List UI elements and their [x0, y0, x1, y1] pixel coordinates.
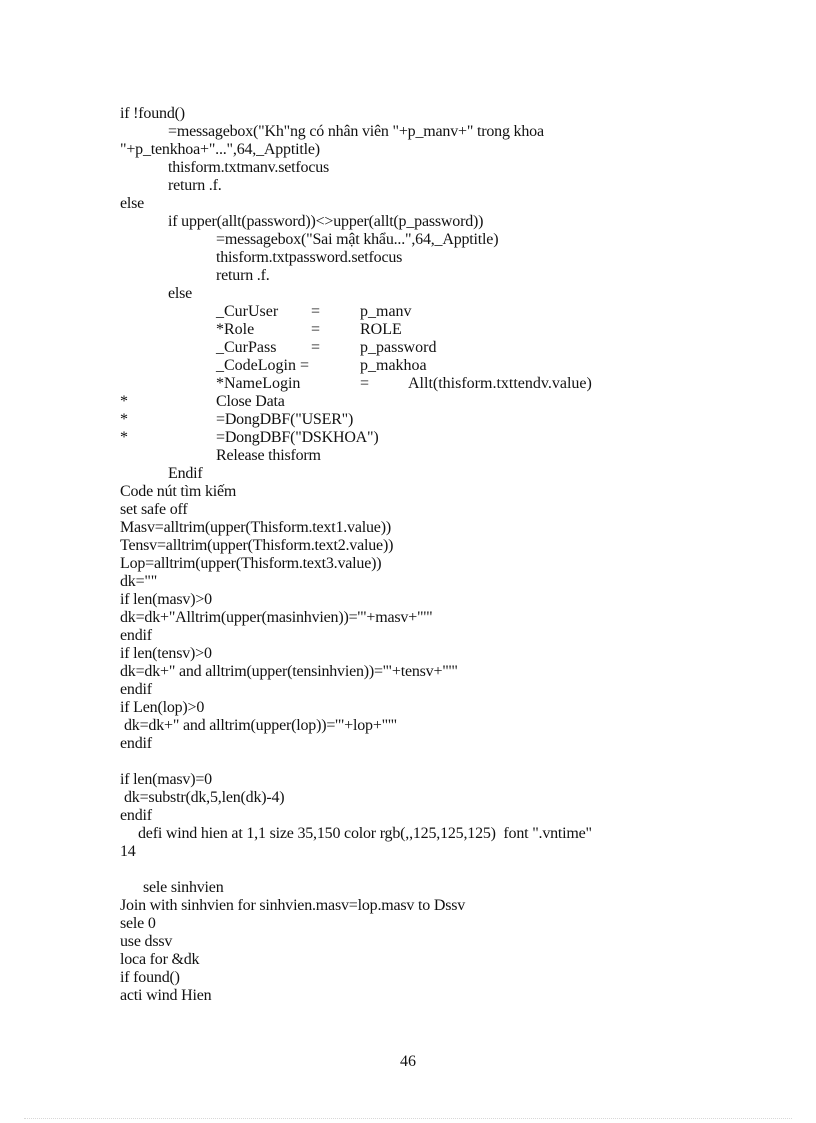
- code-line: thisform.txtpassword.setfocus: [216, 249, 403, 266]
- code-line: dk=substr(dk,5,len(dk)-4): [124, 789, 285, 806]
- code-line: dk=dk+" and alltrim(upper(lop))='"+lop+"'": [124, 717, 397, 734]
- assign-op: =: [311, 303, 321, 320]
- code-line: endif: [120, 627, 152, 644]
- code-line: thisform.txtmanv.setfocus: [168, 159, 330, 176]
- code-line: use dssv: [120, 933, 173, 950]
- assign-var: _CodeLogin =: [216, 357, 310, 374]
- comment-star: *: [120, 411, 128, 428]
- code-line: acti wind Hien: [120, 987, 212, 1004]
- code-line: loca for &dk: [120, 951, 200, 968]
- code-line: defi wind hien at 1,1 size 35,150 color rgb(,,125,125,125) font ".vntime": [138, 825, 592, 842]
- code-line: =messagebox("Sai mật khẩu...",64,_Apptitle): [216, 231, 499, 248]
- code-line: Tensv=alltrim(upper(Thisform.text2.value)): [120, 537, 394, 554]
- code-line: dk=dk+" and alltrim(upper(tensinhvien))='"+tensv+"'": [120, 663, 458, 680]
- code-line: dk=dk+"Alltrim(upper(masinhvien))='"+masv+"'": [120, 609, 433, 626]
- comment-star: *: [120, 429, 128, 446]
- code-line: Lop=alltrim(upper(Thisform.text3.value)): [120, 555, 382, 572]
- code-line: Endif: [168, 465, 203, 482]
- code-line: set safe off: [120, 501, 188, 518]
- code-line: else: [168, 285, 193, 302]
- assign-var: _CurPass: [216, 339, 277, 356]
- comment-star: *: [120, 393, 128, 410]
- code-line: if len(masv)=0: [120, 771, 212, 788]
- code-line: =DongDBF("USER"): [216, 411, 354, 428]
- code-line: dk="": [120, 573, 158, 590]
- code-line: Masv=alltrim(upper(Thisform.text1.value)): [120, 519, 391, 536]
- code-line: sele sinhvien: [143, 879, 224, 896]
- assign-op: =: [311, 339, 321, 356]
- assign-val: p_manv: [360, 303, 412, 320]
- code-line: endif: [120, 681, 152, 698]
- assign-op: =: [311, 321, 321, 338]
- code-line: if !found(): [120, 105, 185, 122]
- code-line: =DongDBF("DSKHOA"): [216, 429, 379, 446]
- assign-val: p_password: [360, 339, 437, 356]
- code-line: Close Data: [216, 393, 285, 410]
- assign-var: *Role: [216, 321, 255, 338]
- code-line: endif: [120, 735, 152, 752]
- code-line: sele 0: [120, 915, 156, 932]
- code-line: else: [120, 195, 145, 212]
- code-line: =messagebox("Kh"ng có nhân viên "+p_manv+" trong khoa: [168, 123, 544, 140]
- code-line: if Len(lop)>0: [120, 699, 205, 716]
- code-line: return .f.: [168, 177, 222, 194]
- code-line: Join with sinhvien for sinhvien.masv=lop.masv to Dssv: [120, 897, 466, 914]
- code-line: return .f.: [216, 267, 270, 284]
- assign-val: p_makhoa: [360, 357, 427, 374]
- section-heading: Code nút tìm kiếm: [120, 483, 237, 500]
- assign-val: ROLE: [360, 321, 402, 338]
- code-line: if found(): [120, 969, 180, 986]
- assign-val: Allt(thisform.txttendv.value): [408, 375, 592, 392]
- code-line: if upper(allt(password))<>upper(allt(p_password)): [168, 213, 484, 230]
- assign-var: *NameLogin: [216, 375, 301, 392]
- code-line: if len(tensv)>0: [120, 645, 212, 662]
- assign-op: =: [360, 375, 370, 392]
- page-number: 46: [400, 1053, 416, 1070]
- code-line: 14: [120, 843, 136, 860]
- code-line: if len(masv)>0: [120, 591, 212, 608]
- code-line: Release thisform: [216, 447, 321, 464]
- assign-var: _CurUser: [216, 303, 279, 320]
- code-line: endif: [120, 807, 152, 824]
- code-line: "+p_tenkhoa+"...",64,_Apptitle): [120, 141, 320, 158]
- page-bottom-divider: [24, 1118, 792, 1119]
